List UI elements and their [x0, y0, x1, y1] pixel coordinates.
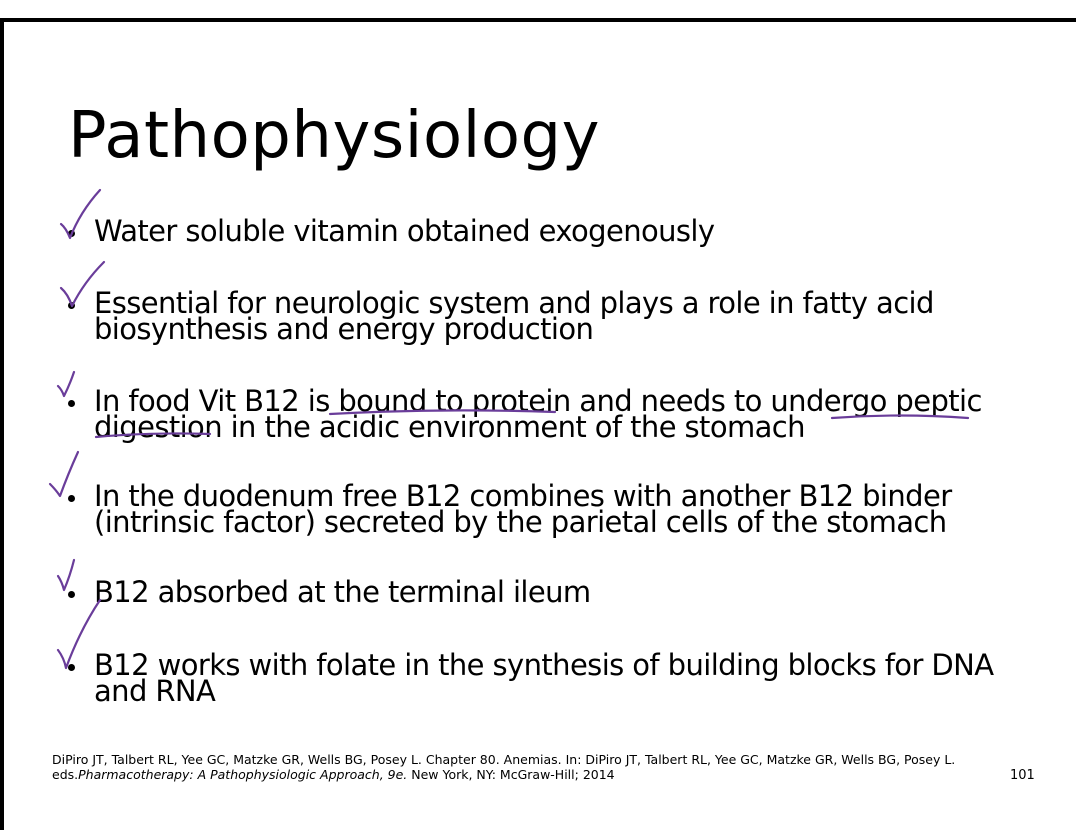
reference-text: DiPiro JT, Talbert RL, Yee GC, Matzke GR, Wells BG, Posey L. Chapter 80. Anemias. In: DiPiro JT, Talbert RL, Yee GC, Matzke GR, Wells BG, Posey L. eds. [52, 752, 956, 782]
bullet-dot [68, 400, 75, 407]
reference-citation [52, 752, 1012, 782]
bullet-text: B12 works with folate in the synthesis of building blocks for DNA and RNA [94, 648, 994, 708]
bullet-dot [68, 591, 75, 598]
bullet-dot [68, 664, 75, 671]
bullet-text: B12 absorbed at the terminal ileum [94, 575, 591, 609]
bullet-text: Water soluble vitamin obtained exogenously [94, 214, 715, 248]
bullet-dot [68, 495, 75, 502]
bullet-dot [68, 230, 75, 237]
bullet-text: In the duodenum free B12 combines with another B12 binder (intrinsic factor) secreted by the parietal cells of the stomach [94, 479, 952, 539]
bullet-text: In food Vit B12 is bound to protein and needs to undergo peptic digestion in the acidic environment of the stomach [94, 384, 982, 444]
reference-publisher: New York, NY: McGraw-Hill; 2014 [407, 767, 615, 782]
reference-book-title: Pharmacotherapy: A Pathophysiologic Approach, 9e. [78, 767, 408, 782]
slide-title: Pathophysiology [68, 99, 601, 173]
page-number: 101 [1010, 768, 1035, 783]
bullet-text: Essential for neurologic system and plays a role in fatty acid biosynthesis and energy production [94, 286, 934, 346]
bullet-dot [68, 302, 75, 309]
